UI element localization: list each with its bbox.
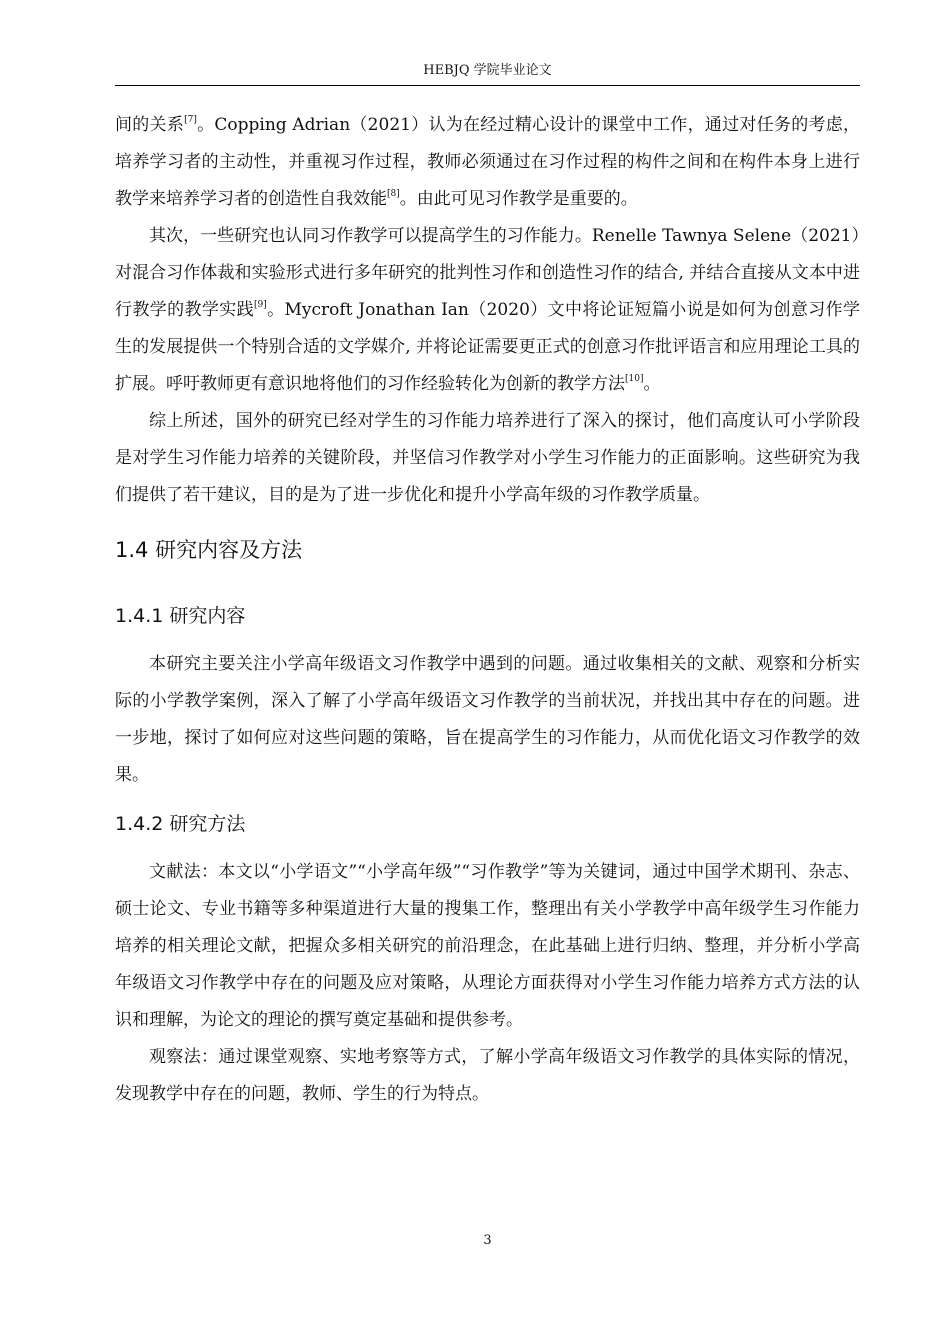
paragraph-observation-method: 观察法：通过课堂观察、实地考察等方式，了解小学高年级语文习作教学的具体实际的情况，发现教学中存在的问题，教师、学生的行为特点。 — [115, 1047, 860, 1104]
subsection-heading-1-4-1: 1.4.1 研究内容 — [115, 605, 246, 627]
subsection-heading-1-4-2: 1.4.2 研究方法 — [115, 813, 246, 835]
page-number: 3 — [483, 1233, 492, 1248]
running-header: HEBJQ 学院毕业论文 — [423, 63, 552, 78]
paragraph-text: 其次，一些研究也认同习作教学可以提高学生的习作能力。Renelle Tawnya Selene（2021）对混合习作体裁和实验形式进行多年研究的批判性习作和创造性习作的结合, 并结合直接从文本中进行教学的教学实践 — [115, 226, 860, 320]
header-divider — [115, 85, 860, 86]
paragraph-literature-method: 文献法：本文以“小学语文”“小学高年级”“习作教学”等为关键词，通过中国学术期刊、杂志、硕士论文、专业书籍等多种渠道进行大量的搜集工作，整理出有关小学教学中高年级学生习作能力培养的相关理论文献，把握众多相关研究的前沿理念，在此基础上进行归纳、整理，并分析小学高年级语文习作教学中存在的问题及应对策略，从理论方面获得对小学生习作能力培养方式方法的认识和理解，为论文的理论的撰写奠定基础和提供参考。 — [115, 862, 860, 1030]
paragraph-research-content: 本研究主要关注小学高年级语文习作教学中遇到的问题。通过收集相关的文献、观察和分析实际的小学教学案例，深入了解了小学高年级语文习作教学的当前状况，并找出其中存在的问题。进一步地，探讨了如何应对这些问题的策略，旨在提高学生的习作能力，从而优化语文习作教学的效果。 — [115, 654, 860, 785]
paragraph-continuation — [115, 107, 860, 218]
paragraph-text: 。 — [643, 374, 661, 394]
paragraph-text: 。Copping Adrian（2021）认为在经过精心设计的课堂中工作，通过对任务的考虑，培养学习者的主动性，并重视习作过程，教师必须通过在习作过程的构件之间和在构件本身上进行教学来培养学习者的创造性自我效能 — [115, 115, 861, 209]
citation-marker: [10] — [625, 374, 644, 384]
paragraph-text: 。由此可见习作教学是重要的。 — [399, 189, 638, 209]
paragraph-summary: 综上所述，国外的研究已经对学生的习作能力培养进行了深入的探讨，他们高度认可小学阶段是对学生习作能力培养的关键阶段，并坚信习作教学对小学生习作能力的正面影响。这些研究为我们提供了若干建议，目的是为了进一步优化和提升小学高年级的习作教学质量。 — [115, 411, 860, 505]
citation-marker: [7] — [184, 115, 197, 125]
citation-marker: [8] — [387, 189, 400, 199]
section-heading-1-4: 1.4 研究内容及方法 — [115, 538, 303, 562]
citation-marker: [9] — [254, 300, 267, 310]
paragraph-foreign-studies — [115, 218, 860, 403]
page-body — [115, 107, 860, 1113]
paragraph-text: 间的关系 — [115, 115, 185, 135]
paragraph-text: 。Mycroft Jonathan Ian（2020）文中将论证短篇小说是如何为创意习作学生的发展提供一个特别合适的文学媒介, 并将论证需要更正式的创意习作批评语言和应用理论工具的扩展。呼吁教师更有意识地将他们的习作经验转化为创新的教学方法 — [115, 300, 860, 394]
